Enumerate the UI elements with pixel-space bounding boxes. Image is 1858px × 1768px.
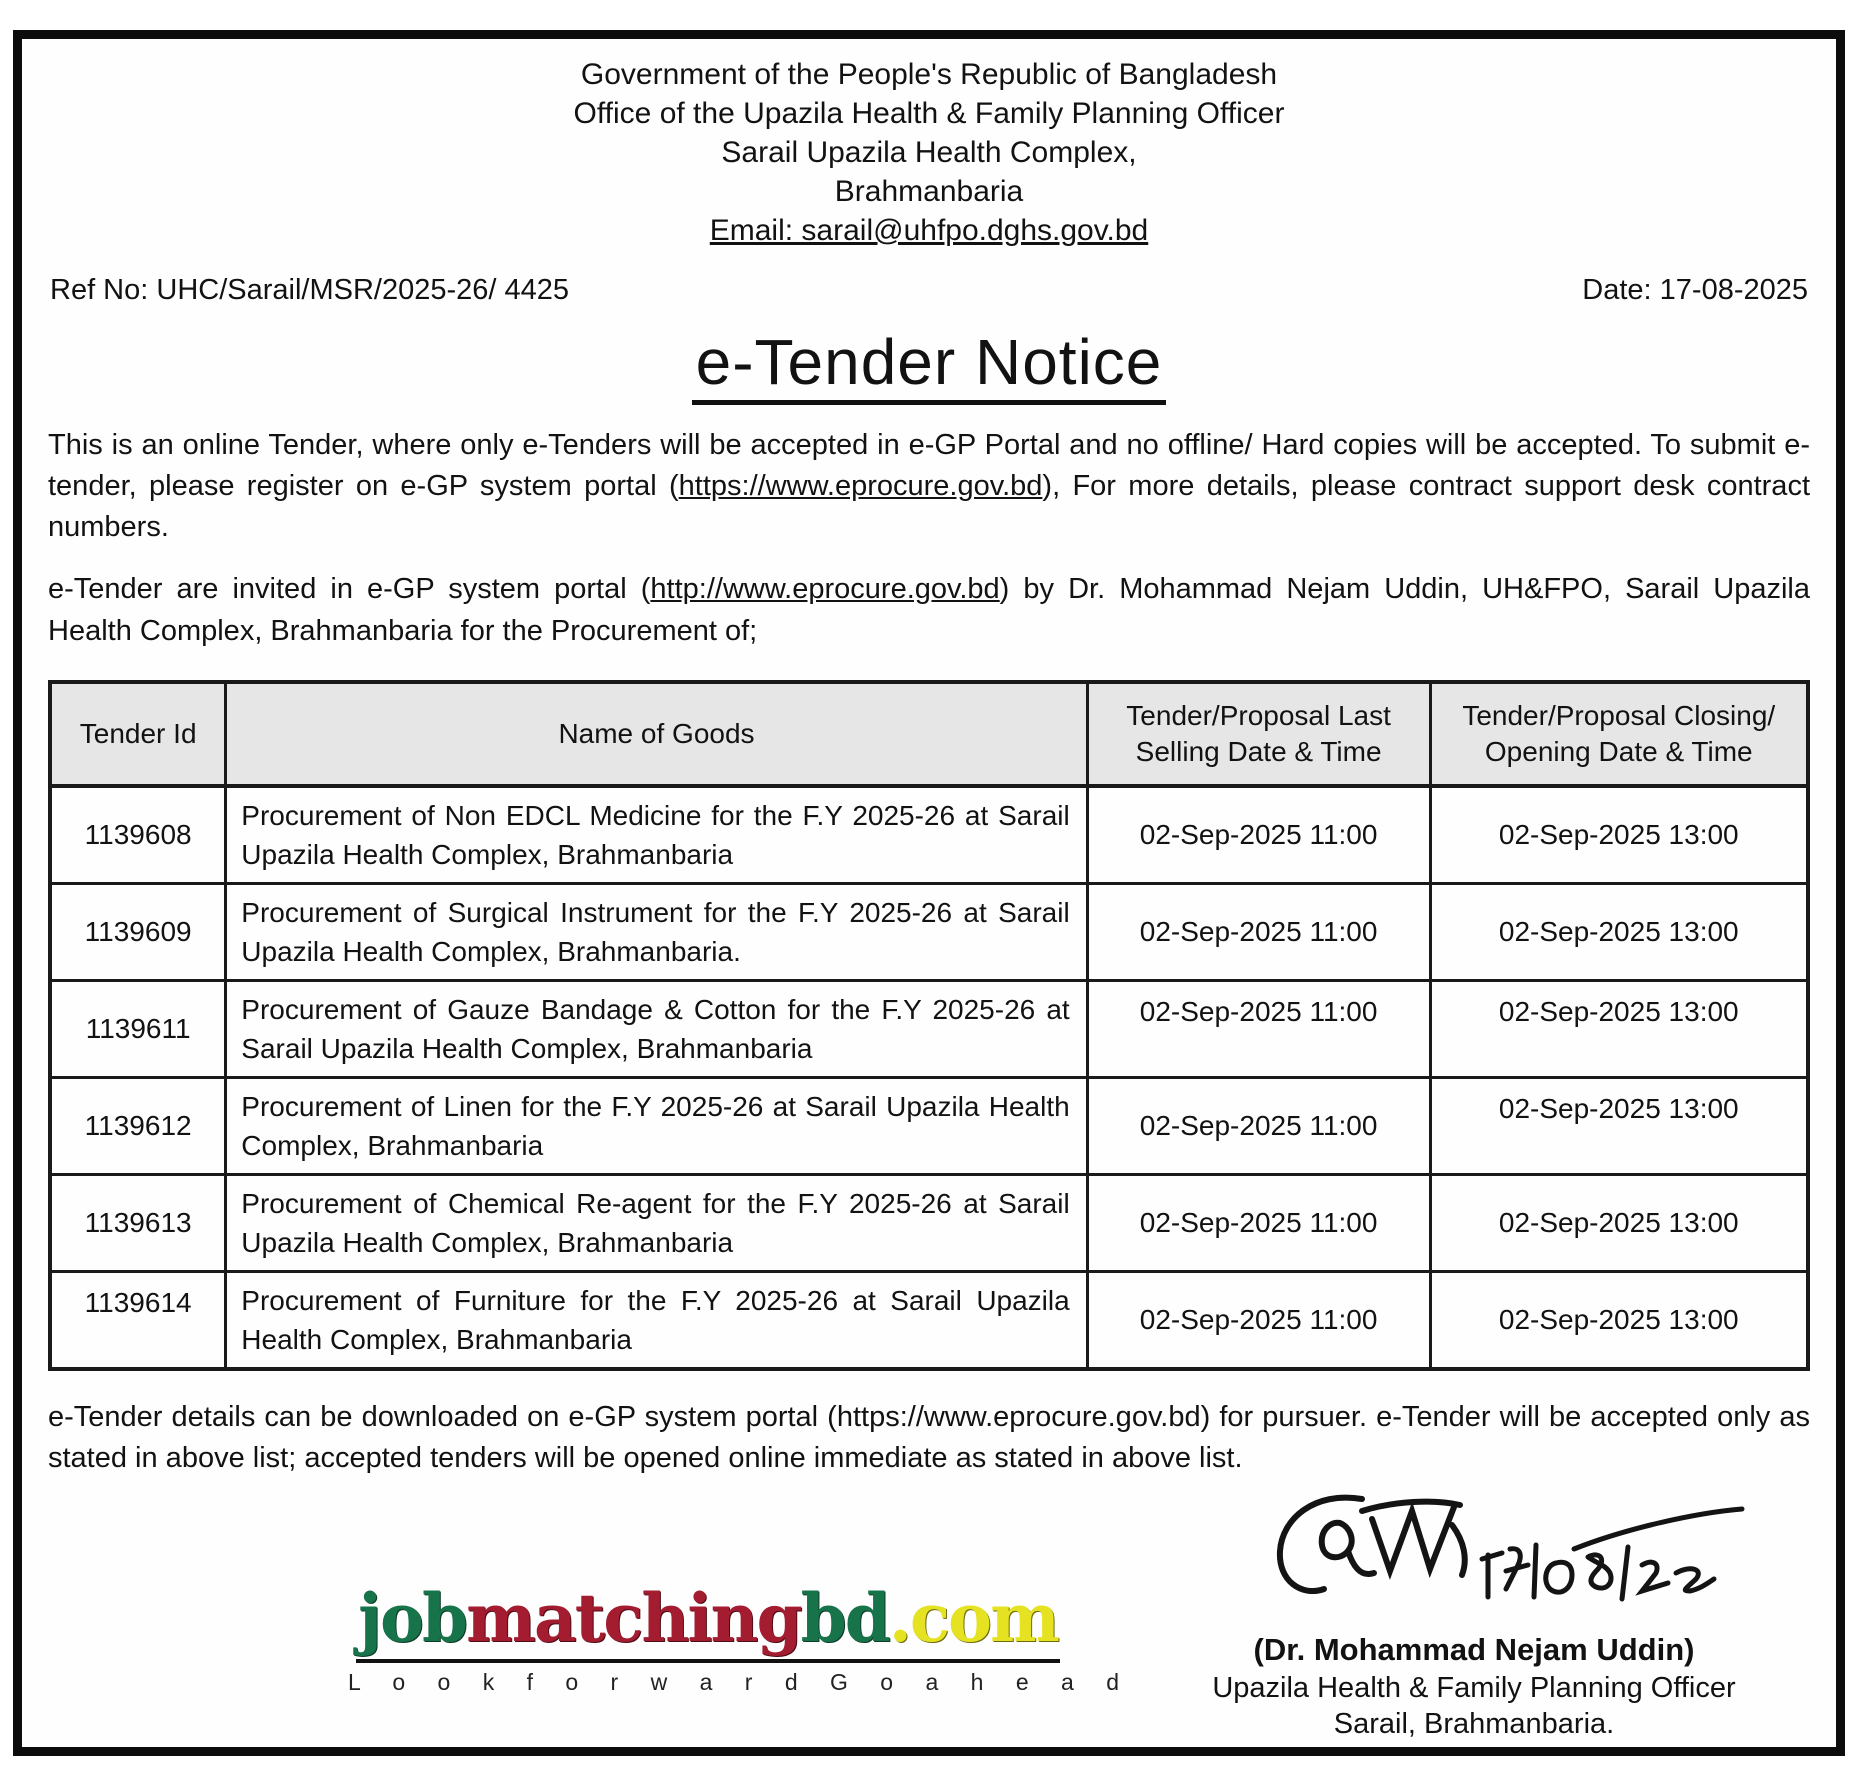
tender-id: 1139611 [50,981,226,1078]
handwritten-signature [1244,1485,1764,1625]
table-row [50,786,1808,884]
closing-date: 02-Sep-2025 13:00 [1430,884,1808,981]
tender-id: 1139612 [50,1078,226,1175]
government-line: Government of the People's Republic of Bangladesh [580,58,1278,91]
table-row [50,1175,1808,1272]
signatory-name: (Dr. Mohammad Nejam Uddin) [1253,1632,1695,1667]
district-line: Brahmanbaria [834,175,1024,208]
table-header-row [50,682,1808,786]
column-header-closing-opening: Tender/Proposal Closing/ Opening Date & Time [1430,682,1808,786]
goods-name: Procurement of Chemical Re-agent for the F.Y 2025-26 at Sarail Upazila Health Complex, Brahmanbaria [226,1175,1087,1272]
column-header-name-of-goods: Name of Goods [226,682,1087,786]
egp-portal-link: https://www.eprocure.gov.bd [678,470,1043,502]
reference-row [48,274,1810,307]
column-header-last-selling: Tender/Proposal Last Selling Date & Time [1087,682,1430,786]
table-row [50,884,1808,981]
closing-date: 02-Sep-2025 13:00 [1430,981,1808,1078]
column-header-tender-id: Tender Id [50,682,226,786]
closing-date: 02-Sep-2025 13:00 [1430,1272,1808,1370]
table-row [50,981,1808,1078]
notice-date: Date: 17-08-2025 [1582,274,1808,306]
goods-name: Procurement of Gauze Bandage & Cotton for the F.Y 2025-26 at Sarail Upazila Health Complex, Brahmanbaria [226,981,1087,1078]
document-border-frame [13,30,1845,1756]
intro-paragraph-1: This is an online Tender, where only e-Tenders will be accepted in e-GP Portal and no offline/ Hard copies will be accepted. To submit e-tender, please register on e-GP system portal (https://www.eprocure.gov.bd), For more details, please contract support desk contract numbers. [48,429,1810,543]
selling-date: 02-Sep-2025 11:00 [1087,786,1430,884]
goods-name: Procurement of Linen for the F.Y 2025-26 at Sarail Upazila Health Complex, Brahmanbaria [226,1078,1087,1175]
complex-line: Sarail Upazila Health Complex, [721,136,1137,169]
ref-number: Ref No: UHC/Sarail/MSR/2025-26/ 4425 [50,274,570,306]
closing-date: 02-Sep-2025 13:00 [1430,1078,1808,1175]
letterhead [48,55,1810,250]
page-title: e-Tender Notice [48,325,1810,399]
signatory-title: Upazila Health & Family Planning Officer [1212,1672,1736,1704]
goods-name: Procurement of Furniture for the F.Y 2025-26 at Sarail Upazila Health Complex, Brahmanbaria [226,1272,1087,1370]
selling-date: 02-Sep-2025 11:00 [1087,981,1430,1078]
tender-id: 1139614 [50,1272,226,1370]
tender-id: 1139613 [50,1175,226,1272]
document-content [48,49,1810,1747]
goods-name: Procurement of Surgical Instrument for the F.Y 2025-26 at Sarail Upazila Health Complex, Brahmanbaria. [226,884,1087,981]
selling-date: 02-Sep-2025 11:00 [1087,1272,1430,1370]
tender-id: 1139609 [50,884,226,981]
signature-block [1144,1485,1804,1741]
logo-tagline: L o o k f o r w a r d G o a h e a d [348,1669,1132,1695]
closing-date: 02-Sep-2025 13:00 [1430,786,1808,884]
tender-id: 1139608 [50,786,226,884]
closing-date: 02-Sep-2025 13:00 [1430,1175,1808,1272]
selling-date: 02-Sep-2025 11:00 [1087,884,1430,981]
selling-date: 02-Sep-2025 11:00 [1087,1175,1430,1272]
logo-wordmark: jobmatchingbd.com [358,1579,1058,1657]
logo-divider-line [356,1659,1060,1663]
table-row [50,1078,1808,1175]
bottom-area [48,1485,1810,1768]
goods-name: Procurement of Non EDCL Medicine for the F.Y 2025-26 at Sarail Upazila Health Complex, Brahmanbaria [226,786,1087,884]
jobmatchingbd-logo [348,1579,1132,1696]
tender-table [48,680,1810,1371]
table-row [50,1272,1808,1370]
egp-portal-link-2: http://www.eprocure.gov.bd [650,573,1000,605]
office-line: Office of the Upazila Health & Family Planning Officer [573,97,1285,130]
intro-paragraph-2: e-Tender are invited in e-GP system portal (http://www.eprocure.gov.bd) by Dr. Mohammad Nejam Uddin, UH&FPO, Sarail Upazila Health Complex, Brahmanbaria for the Procurement of; [48,573,1810,647]
selling-date: 02-Sep-2025 11:00 [1087,1078,1430,1175]
email-line: Email: sarail@uhfpo.dghs.gov.bd [709,214,1149,247]
download-note: e-Tender details can be downloaded on e-GP system portal (https://www.eprocure.gov.bd) for pursuer. e-Tender will be accepted only as stated in above list; accepted tenders will be opened online immediate as stated in above list. [48,1401,1810,1474]
signatory-location: Sarail, Brahmanbaria. [1333,1708,1615,1740]
